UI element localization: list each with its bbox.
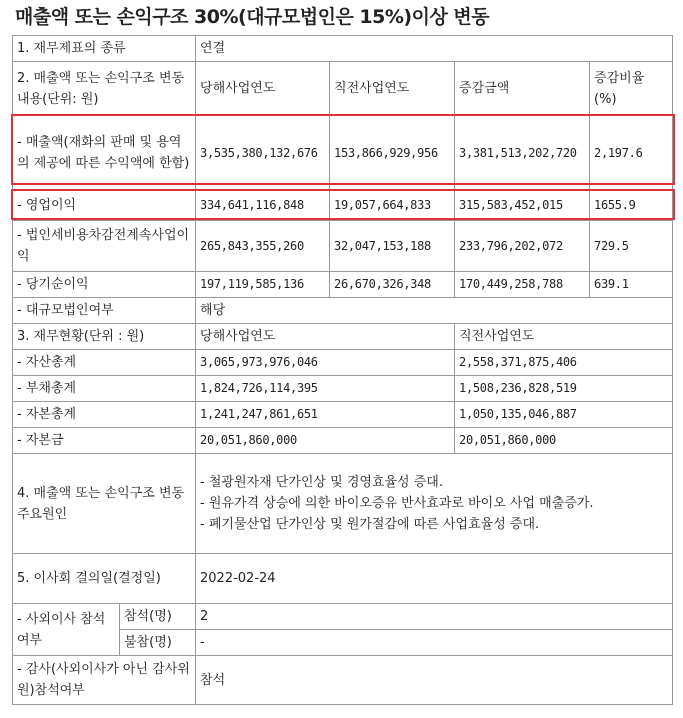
- cell-value: 729.5: [590, 221, 673, 272]
- table-row: [13, 376, 673, 402]
- table-row: [13, 221, 673, 272]
- table-row: [13, 272, 673, 298]
- cell-value: 26,670,326,348: [330, 272, 455, 298]
- cell-value: 315,583,452,015: [455, 191, 590, 221]
- cell-value: 1655.9: [590, 191, 673, 221]
- cell-value: 3,065,973,976,046: [196, 350, 455, 376]
- row-label: - 대규모법인여부: [13, 298, 196, 324]
- sub-label: 참석(명): [120, 604, 196, 630]
- row-label: - 법인세비용차감전계속사업이익: [13, 221, 196, 272]
- row-label: 3. 재무현황(단위 : 원): [13, 324, 196, 350]
- column-header: 직전사업연도: [455, 324, 673, 350]
- cell-value: 해당: [196, 298, 673, 324]
- page-title: 매출액 또는 손익구조 30%(대규모법인은 15%)이상 변동: [15, 6, 490, 28]
- table-row: [13, 604, 673, 630]
- row-label: 2. 매출액 또는 손익구조 변동내용(단위: 원): [13, 62, 196, 116]
- cell-value: 1,241,247,861,651: [196, 402, 455, 428]
- row-label: - 감사(사외이사가 아닌 감사위원)참석여부: [13, 656, 196, 705]
- row-label: - 당기순이익: [13, 272, 196, 298]
- cell-value: 1,508,236,828,519: [455, 376, 673, 402]
- cell-value: 170,449,258,788: [455, 272, 590, 298]
- table-row: [13, 116, 673, 191]
- reason-line: - 폐기물산업 단가인상 및 원가절감에 따른 사업효율성 증대.: [200, 517, 540, 532]
- disclosure-table: [12, 35, 673, 705]
- table-row: [13, 191, 673, 221]
- row-label: 5. 이사회 결의일(결정일): [13, 554, 196, 604]
- table-row: [13, 454, 673, 554]
- cell-value: 참석: [196, 656, 673, 705]
- table-row: [13, 402, 673, 428]
- cell-value: 1,050,135,046,887: [455, 402, 673, 428]
- cell-value: 3,535,380,132,676: [196, 116, 330, 191]
- cell-value: 연결: [196, 36, 673, 62]
- cell-value: 334,641,116,848: [196, 191, 330, 221]
- row-label: - 자본총계: [13, 402, 196, 428]
- cell-value: 265,843,355,260: [196, 221, 330, 272]
- column-header: 당해사업연도: [196, 62, 330, 116]
- cell-value: 19,057,664,833: [330, 191, 455, 221]
- row-label: - 매출액(재화의 판매 및 용역의 제공에 따른 수익액에 한함): [13, 116, 196, 191]
- table-row: [13, 656, 673, 705]
- row-label: - 부채총계: [13, 376, 196, 402]
- reason-line: - 원유가격 상승에 의한 바이오증유 반사효과로 바이오 사업 매출증가.: [200, 496, 594, 511]
- table-row: [13, 350, 673, 376]
- row-label: 4. 매출액 또는 손익구조 변동 주요원인: [13, 454, 196, 554]
- table-row: [13, 554, 673, 604]
- cell-value: 639.1: [590, 272, 673, 298]
- cell-value: 1,824,726,114,395: [196, 376, 455, 402]
- row-label: - 영업이익: [13, 191, 196, 221]
- column-header: 증감비율 (%): [590, 62, 673, 116]
- cell-value: 197,119,585,136: [196, 272, 330, 298]
- cell-value: -: [196, 630, 673, 656]
- cell-value: 2,558,371,875,406: [455, 350, 673, 376]
- cell-value: [196, 454, 673, 554]
- cell-value: 32,047,153,188: [330, 221, 455, 272]
- row-label: - 사외이사 참석여부: [13, 604, 120, 656]
- row-label: - 자본금: [13, 428, 196, 454]
- table-row: [13, 428, 673, 454]
- table-row: [13, 298, 673, 324]
- cell-value: 2022-02-24: [196, 554, 673, 604]
- reason-line: - 철광원자재 단가인상 및 경영효율성 증대.: [200, 475, 443, 490]
- column-header: 직전사업연도: [330, 62, 455, 116]
- column-header: 증감금액: [455, 62, 590, 116]
- row-label: - 자산총계: [13, 350, 196, 376]
- sub-label: 불참(명): [120, 630, 196, 656]
- row-label: 1. 재무제표의 종류: [13, 36, 196, 62]
- table-row: [13, 62, 673, 116]
- cell-value: 20,051,860,000: [455, 428, 673, 454]
- table-row: [13, 324, 673, 350]
- cell-value: 2,197.6: [590, 116, 673, 191]
- column-header: 당해사업연도: [196, 324, 455, 350]
- cell-value: 153,866,929,956: [330, 116, 455, 191]
- cell-value: 2: [196, 604, 673, 630]
- cell-value: 3,381,513,202,720: [455, 116, 590, 191]
- cell-value: 20,051,860,000: [196, 428, 455, 454]
- table-row: [13, 36, 673, 62]
- cell-value: 233,796,202,072: [455, 221, 590, 272]
